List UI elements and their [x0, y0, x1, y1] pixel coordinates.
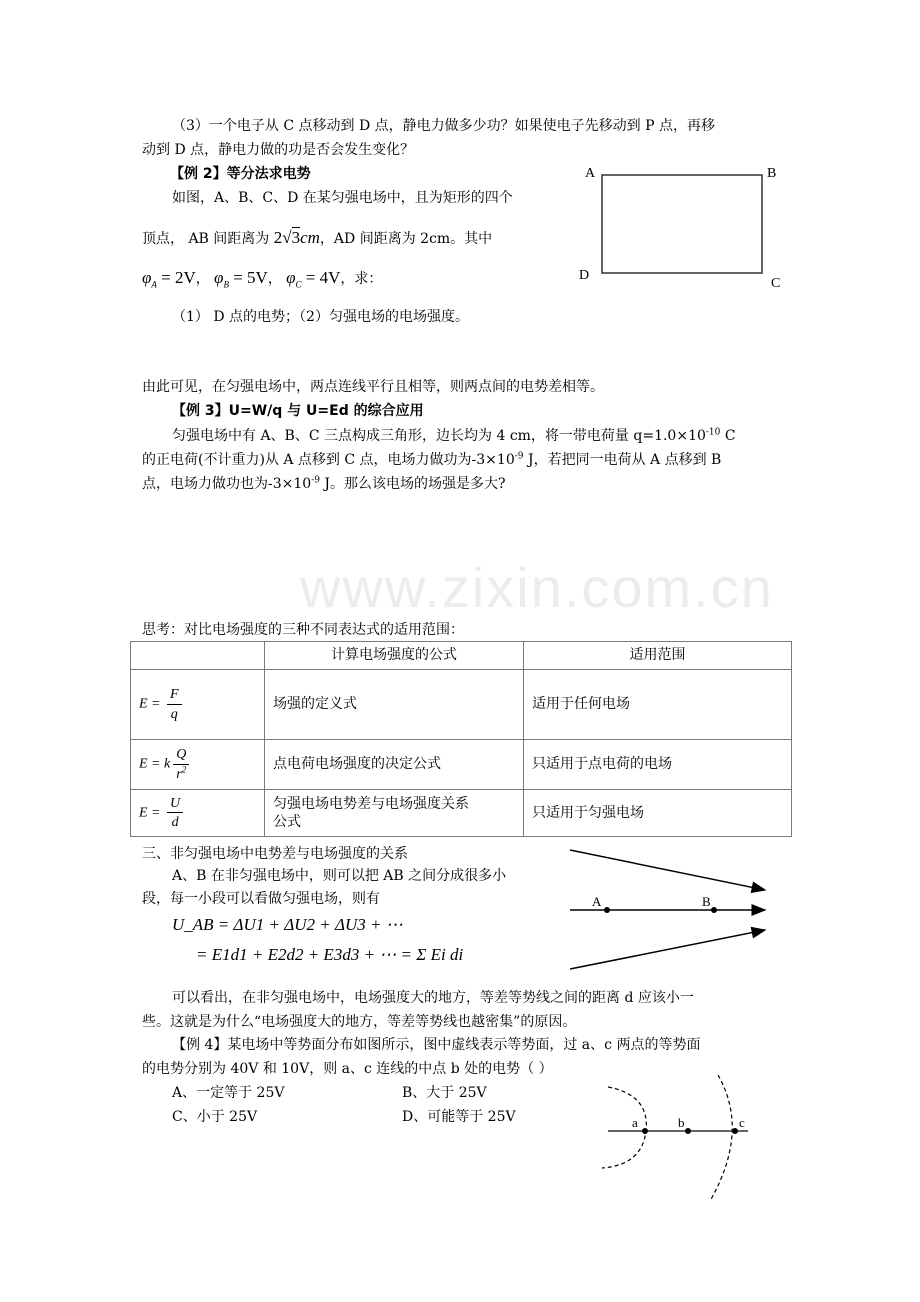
point-label-a: a: [632, 1115, 638, 1130]
example2-line-2: [142, 228, 492, 248]
q3-line-1: （3）一个电子从 C 点移动到 D 点，静电力做多少功？如果使电子先移动到 P 点，再移: [172, 118, 715, 134]
equipotential-surface-a: [602, 1087, 646, 1168]
section3-para-2: 些。这就是为什么“电场强度大的地方，等差等势线也越密集”的原因。: [142, 1014, 577, 1030]
formula-comparison-table: [130, 641, 792, 837]
point-b: [685, 1128, 691, 1134]
conclusion-text: 由此可见，在匀强电场中，两点连线平行且相等，则两点间的电势差相等。: [142, 379, 604, 395]
example4-line-1: 【例 4】某电场中等势面分布如图所示，图中虚线表示等势面，过 a、c 两点的等势面: [172, 1037, 701, 1053]
equation-2: = E1d1 + E2d2 + E3d3 + ⋯ = Σ Ei di: [196, 945, 464, 964]
point-a: [642, 1128, 648, 1134]
table-row: [131, 670, 792, 740]
formula-type-cell: 匀强电场电势差与电场强度关系 公式: [265, 790, 524, 837]
example3-line-2: 的正电荷(不计重力)从 A 点移到 C 点，电场力做功为$-3\times 10^{-9}$ J，若把同一电荷从 A 点移到 B: [142, 451, 722, 468]
vertex-label-a: A: [585, 166, 596, 181]
phi-a: $\varphi_A = 2V$: [142, 268, 196, 290]
option-c[interactable]: C、小于 25V: [172, 1109, 258, 1125]
section3-para-1: 可以看出，在非匀强电场中，电场强度大的地方，等差等势线之间的距离 d 应该小一: [172, 990, 694, 1006]
field-line-top: [570, 850, 765, 890]
option-d[interactable]: D、可能等于 25V: [402, 1109, 516, 1125]
formula-type-cell: 场强的定义式: [265, 670, 524, 740]
vertex-label-c: C: [771, 276, 781, 291]
phi-b: $\varphi_B = 5V$: [214, 268, 268, 290]
equipotential-surface-c: [710, 1075, 732, 1201]
table-row: [131, 740, 792, 790]
formula-type-cell: 点电荷电场强度的决定公式: [265, 740, 524, 790]
table-row: [131, 790, 792, 837]
rectangle-abcd: [602, 175, 762, 273]
option-a[interactable]: A、一定等于 25V: [172, 1085, 285, 1101]
example2-potentials: $\varphi_A = 2V$， $\varphi_B = 5V$， $\varphi_C = 4V$，求：: [142, 268, 383, 290]
example4-line-2: 的电势分别为 40V 和 10V，则 a、c 连线的中点 b 处的电势（ ）: [142, 1061, 553, 1077]
watermark: www.zixin.com.cn: [300, 556, 774, 619]
point-a: [604, 907, 610, 913]
point-label-b: B: [702, 894, 711, 909]
example3-line-3: 点，电场力做功也为$-3\times 10^{-9}$ J。那么该电场的场强是多大?: [142, 475, 506, 492]
formula-cell: E = k $\frac{Q}{r^2}$: [131, 740, 265, 790]
table-header-row: [131, 642, 792, 670]
vertex-label-d: D: [579, 268, 590, 283]
field-lines-diagram: [560, 840, 780, 980]
scope-cell: 只适用于匀强电场: [524, 790, 792, 837]
point-label-c: c: [739, 1115, 745, 1130]
option-b[interactable]: B、大于 25V: [402, 1085, 487, 1101]
ab-distance: 2√3cm: [273, 228, 320, 247]
example2-line-1: 如图，A、B、C、D 在某匀强电场中，且为矩形的四个: [172, 190, 513, 206]
point-label-a: A: [592, 894, 602, 909]
example3-title: 【例 3】U=W/q 与 U=Ed 的综合应用: [172, 403, 424, 419]
example2-line-2-tail: ，AD 间距离为 2cm。其中: [319, 231, 493, 247]
vertex-label-b: B: [767, 166, 777, 181]
section3-title: 三、非匀强电场中电势差与电场强度的关系: [142, 846, 408, 862]
point-b: [711, 907, 717, 913]
table-header-cell: 计算电场强度的公式: [265, 642, 524, 670]
rectangle-diagram: [570, 155, 790, 295]
table-header-cell: [131, 642, 265, 670]
scope-cell: 只适用于点电荷的电场: [524, 740, 792, 790]
equipotential-diagram: [580, 1075, 780, 1225]
table-header-cell: 适用范围: [524, 642, 792, 670]
ab-radicand: 3: [291, 228, 301, 247]
example2-questions: （1） D 点的电势；（2）匀强电场的电场强度。: [172, 309, 469, 325]
think-title: 思考：对比电场强度的三种不同表达式的适用范围：: [142, 622, 464, 638]
ab-unit: cm: [300, 228, 320, 247]
formula-cell: E = $\frac{F}{q}$: [131, 670, 265, 740]
phi-c: $\varphi_C = 4V$: [286, 268, 341, 290]
example2-title: 【例 2】等分法求电势: [170, 166, 311, 182]
scope-cell: 适用于任何电场: [524, 670, 792, 740]
ab-coefficient: 2: [273, 228, 283, 247]
formula-cell: E = $\frac{U}{d}$: [131, 790, 265, 837]
point-c: [732, 1128, 738, 1134]
equation-1: U_AB = ΔU1 + ΔU2 + ΔU3 + ⋯: [172, 915, 403, 934]
point-label-b: b: [678, 1115, 685, 1130]
section3-line-1: A、B 在非匀强电场中，则可以把 AB 之间分成很多小: [172, 868, 507, 884]
section3-line-2: 段，每一小段可以看做匀强电场，则有: [142, 891, 380, 907]
q3-line-2: 动到 D 点，静电力做的功是否会发生变化？: [142, 142, 415, 158]
field-line-bottom: [570, 930, 765, 969]
example3-line-1: 匀强电场中有 A、B、C 三点构成三角形，边长均为 4 cm，将一带电荷量 $q=1.0\times 10^{-10}$ C: [172, 427, 736, 444]
example2-line-2-text: 顶点， AB 间距离为: [142, 231, 274, 247]
